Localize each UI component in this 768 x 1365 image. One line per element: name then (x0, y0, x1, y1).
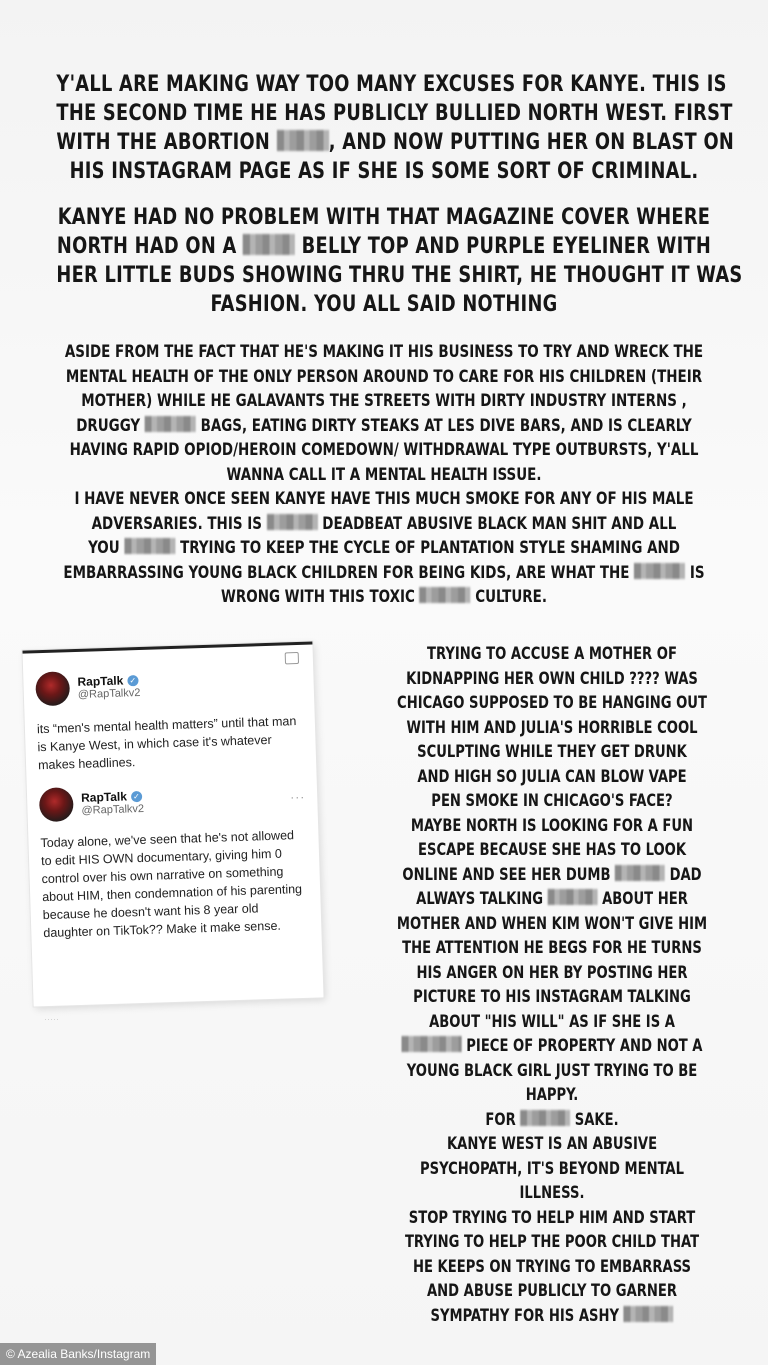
text-line: PIECE OF PROPERTY AND NOT A (382, 1034, 723, 1059)
text-line: NORTH HAD ON A BELLY TOP AND PURPLE EYELINER WITH (56, 234, 712, 259)
text-line: HE KEEPS ON TRYING TO EMBARRASS (412, 1256, 692, 1277)
text-line: ONLINE AND SEE HER DUMB DAD (402, 864, 702, 885)
text-line: PICTURE TO HIS INSTAGRAM TALKING (413, 987, 691, 1007)
avatar (35, 671, 70, 706)
tweet-author-handle: @RapTalkv2 (77, 686, 141, 701)
text-line: WITH HIM AND JULIA'S HORRIBLE COOL (406, 717, 698, 738)
text-line: TRYING TO HELP THE POOR CHILD THAT (404, 1232, 700, 1252)
paragraph-right-column (382, 642, 723, 1328)
text-line: EMBARRASSING YOUNG BLACK CHILDREN FOR BEING KIDS, ARE WHAT THE IS (63, 562, 705, 583)
text-line: Y'ALL ARE MAKING WAY TOO MANY EXCUSES FOR KANYE. THIS IS (56, 72, 727, 97)
tweet-author-handle: @RapTalkv2 (81, 802, 145, 817)
text-line: SYMPATHY FOR HIS ASHY (382, 1304, 723, 1329)
text-line: WANNA CALL IT A MENTAL HEALTH ISSUE. (226, 464, 542, 485)
text-line: CHICAGO SUPPOSED TO BE HANGING OUT (397, 693, 707, 713)
text-line: MAYBE NORTH IS LOOKING FOR A FUN (410, 815, 694, 836)
faint-watermark: ····· (44, 1014, 59, 1024)
tweet-author (81, 789, 144, 817)
censor-blur (615, 865, 665, 881)
text-line: FASHION. YOU ALL SAID NOTHING (210, 292, 558, 317)
paragraph-intro (56, 70, 735, 186)
censor-blur (402, 1036, 462, 1052)
text-line: WRONG WITH THIS TOXIC CULTURE. (221, 587, 547, 607)
expand-icon (285, 652, 299, 664)
text-line: TRYING TO ACCUSE A MOTHER OF (427, 644, 677, 664)
photo-credit: © Azealia Banks/Instagram (0, 1343, 156, 1365)
text-line: FOR SAKE. (485, 1109, 619, 1130)
tweet-header (35, 664, 302, 706)
text-line: YOUNG BLACK GIRL JUST TRYING TO BE (406, 1060, 698, 1081)
text-line: PEN SMOKE IN CHICAGO'S FACE? (431, 791, 673, 811)
censor-blur (624, 1306, 674, 1322)
text-line: KANYE WEST IS AN ABUSIVE (446, 1134, 658, 1154)
censor-blur (277, 130, 329, 151)
paragraph-mental-health (55, 340, 713, 610)
tweet-author-name: RapTalk (80, 789, 128, 805)
text-line: HAVING RAPID OPIOD/HEROIN COMEDOWN/ WITHDRAWAL TYPE OUTBURSTS, Y'ALL (69, 440, 699, 460)
text-line: KIDNAPPING HER OWN CHILD ???? WAS (406, 668, 698, 689)
text-line: KANYE HAD NO PROBLEM WITH THAT MAGAZINE COVER WHERE (57, 205, 711, 230)
tweet-2 (39, 780, 310, 942)
text-line: HER LITTLE BUDS SHOWING THRU THE SHIRT, HE THOUGHT IT WAS (56, 263, 743, 288)
text-line: ILLNESS. (519, 1183, 585, 1203)
censor-blur (634, 563, 685, 579)
verified-badge-icon: ✓ (131, 790, 142, 801)
tweet-author-name: RapTalk (77, 673, 124, 689)
more-options-icon: ··· (289, 789, 306, 805)
text-line: WITH THE ABORTION , AND NOW PUTTING HER ON BLAST ON (56, 130, 735, 155)
verified-badge-icon: ✓ (127, 675, 138, 686)
text-line: ASIDE FROM THE FACT THAT HE'S MAKING IT HIS BUSINESS TO TRY AND WRECK THE (64, 342, 704, 362)
censor-blur (420, 587, 471, 603)
text-line: SCULPTING WHILE THEY GET DRUNK (417, 742, 687, 762)
text-line: HAPPY. (525, 1085, 579, 1105)
paragraph-magazine (56, 203, 743, 319)
text-line: ABOUT "HIS WILL" AS IF SHE IS A (429, 1011, 675, 1032)
censor-blur (520, 1110, 570, 1126)
tweet-screenshot-card (22, 642, 323, 1007)
text-line: YOU TRYING TO KEEP THE CYCLE OF PLANTATION STYLE SHAMING AND (88, 538, 680, 558)
censor-blur (243, 234, 295, 255)
text-line: THE ATTENTION HE BEGS FOR HE TURNS (402, 938, 702, 958)
tweet-1 (35, 664, 304, 774)
text-line: STOP TRYING TO HELP HIM AND START (408, 1207, 696, 1228)
avatar (39, 787, 74, 822)
text-line: HIS INSTAGRAM PAGE AS IF SHE IS SOME SORT OF CRIMINAL. (69, 159, 699, 184)
text-line: AND HIGH SO JULIA CAN BLOW VAPE (417, 766, 687, 787)
censor-blur (124, 538, 175, 554)
text-line: PSYCHOPATH, IT'S BEYOND MENTAL (420, 1158, 684, 1179)
censor-blur (548, 889, 598, 905)
tweet-author (77, 673, 140, 701)
censor-blur (267, 514, 318, 530)
text-line: ALWAYS TALKING ABOUT HER (416, 889, 688, 909)
text-line: I HAVE NEVER ONCE SEEN KANYE HAVE THIS MUCH SMOKE FOR ANY OF HIS MALE (74, 489, 694, 509)
censor-blur (145, 416, 196, 432)
tweet-text: its “men's mental health matters” until that man is Kanye West, in which case it's whatever makes headlines. (36, 714, 297, 773)
text-line: MOTHER AND WHEN KIM WON'T GIVE HIM (396, 913, 708, 934)
text-line: ADVERSARIES. THIS IS DEADBEAT ABUSIVE BLACK MAN SHIT AND ALL (91, 513, 677, 534)
text-line: THE SECOND TIME HE HAS PUBLICLY BULLIED NORTH WEST. FIRST (56, 101, 733, 126)
text-line: AND ABUSE PUBLICLY TO GARNER (426, 1281, 678, 1301)
text-line: MOTHER) WHILE HE GALAVANTS THE STREETS WITH DIRTY INDUSTRY INTERNS , (81, 391, 687, 411)
tweet-header (39, 780, 306, 822)
tweet-text: Today alone, we've seen that he's not allowed to edit HIS OWN documentary, giving him 0 control over his own narrative on something about HIM, then condemnation of his parenting because he doesn't want his 8 year old daughter on TikTok?? Make it make sense. (40, 828, 303, 941)
text-line: HIS ANGER ON HER BY POSTING HER (416, 962, 688, 983)
text-line: ESCAPE BECAUSE SHE HAS TO LOOK (417, 840, 687, 860)
text-line: DRUGGY BAGS, EATING DIRTY STEAKS AT LES DIVE BARS, AND IS CLEARLY (76, 415, 692, 436)
text-line: MENTAL HEALTH OF THE ONLY PERSON AROUND TO CARE FOR HIS CHILDREN (THEIR (65, 366, 703, 387)
